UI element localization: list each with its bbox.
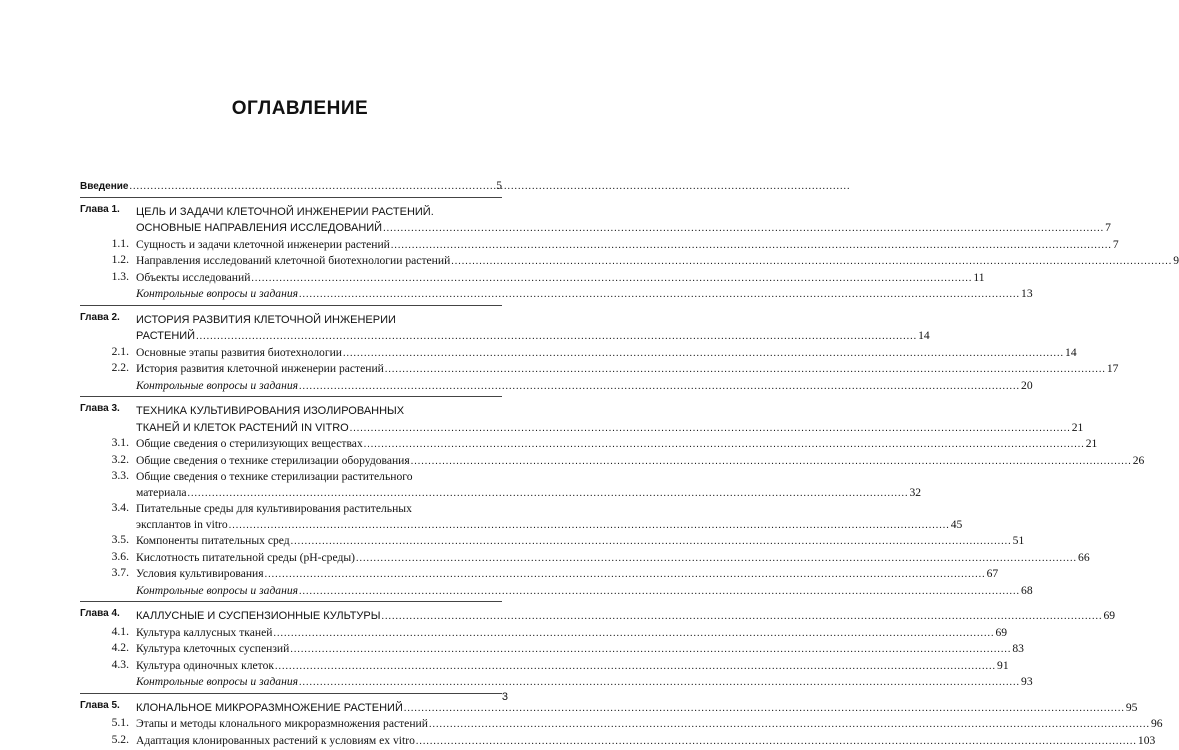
toc-section[interactable] — [80, 566, 999, 583]
section-body — [136, 716, 1163, 733]
toc-page-number: 95 — [1125, 700, 1138, 714]
toc-page-number: 103 — [1137, 733, 1156, 747]
section-title-line-text: Питательные среды для культивирования растительных — [136, 502, 412, 515]
leader-dots — [451, 254, 1172, 270]
chapter-heading[interactable] — [80, 699, 1138, 717]
toc-section[interactable] — [80, 501, 963, 533]
section-title-line-text: Объекты исследований — [136, 270, 251, 284]
toc-page-number: 93 — [1021, 675, 1033, 688]
chapter-title-line-text: ЦЕЛЬ И ЗАДАЧИ КЛЕТОЧНОЙ ИНЖЕНЕРИИ РАСТЕНИЙ. — [136, 205, 434, 218]
chapter-divider — [80, 396, 502, 397]
toc-page-number: 67 — [986, 567, 999, 580]
chapter-block — [80, 599, 1116, 691]
leader-dots — [391, 238, 1112, 254]
leader-dots — [299, 584, 1020, 600]
section-body — [136, 566, 998, 583]
chapter-title — [136, 608, 1115, 625]
section-number: 4.1. — [111, 624, 129, 638]
section-body — [136, 361, 1118, 378]
section-title-line-text: Общие сведения о технике стерилизации растительного — [136, 470, 413, 483]
section-title-line-text: эксплантов in vitro — [136, 517, 228, 531]
questions-body — [136, 378, 1033, 395]
chapter-title-line[interactable] — [136, 420, 1083, 437]
chapter-title-line-text: КАЛЛУСНЫЕ И СУСПЕНЗИОННЫЕ КУЛЬТУРЫ — [136, 610, 381, 622]
section-title-line — [136, 501, 962, 517]
section-number: 3.5. — [111, 533, 129, 546]
toc-page-number: 14 — [918, 329, 930, 342]
section-title-line-text: Сущность и задачи клеточной инженерии растений — [136, 237, 390, 251]
toc-page-number: 11 — [973, 270, 985, 284]
toc-page-number: 83 — [1012, 642, 1024, 655]
toc-section[interactable] — [80, 732, 1156, 750]
section-title-line[interactable] — [136, 550, 1090, 567]
section-title-line-text: Общие сведения о технике стерилизации оборудования — [136, 453, 410, 467]
toc-chapter — [80, 403, 1145, 599]
section-number: 3.3. — [111, 469, 129, 482]
section-title-line-text: Культура каллусных тканей — [136, 625, 273, 639]
leader-dots — [416, 734, 1137, 750]
leader-dots — [382, 609, 1103, 625]
section-number: 5.2. — [111, 732, 129, 746]
leader-dots — [385, 362, 1106, 378]
leader-dots — [350, 421, 1071, 437]
chapter-label: Глава 2. — [80, 311, 120, 323]
section-title-line[interactable] — [136, 517, 962, 534]
questions-line-text: Контрольные вопросы и задания — [136, 675, 299, 688]
chapter-heading[interactable] — [80, 311, 930, 345]
section-body — [136, 658, 1009, 675]
section-number: 4.2. — [111, 641, 129, 654]
toc-section[interactable] — [80, 452, 1145, 470]
section-title-line-text: материала — [136, 485, 187, 499]
leader-dots — [299, 287, 1020, 303]
leader-dots — [299, 675, 1020, 691]
toc-chapter — [80, 203, 1179, 303]
chapter-block — [80, 691, 1163, 750]
section-number: 2.2. — [111, 361, 129, 374]
toc-section[interactable] — [80, 344, 1077, 362]
page-number: 3 — [501, 691, 508, 703]
chapter-divider — [80, 305, 502, 306]
toc-page-number: 7 — [1112, 237, 1119, 251]
toc-page-number: 51 — [1012, 534, 1025, 547]
toc-questions[interactable] — [80, 674, 1033, 691]
chapter-title-line-text: ТКАНЕЙ И КЛЕТОК РАСТЕНИЙ IN VITRO — [136, 421, 349, 434]
leader-dots — [343, 346, 1064, 362]
leader-dots — [265, 567, 986, 583]
toc-page-number: 20 — [1021, 378, 1033, 392]
toc-page-number: 21 — [1085, 437, 1098, 450]
questions-line[interactable] — [136, 583, 1033, 600]
toc-questions[interactable] — [80, 583, 1033, 600]
chapter-title — [136, 700, 1137, 717]
toc-page-number: 68 — [1021, 583, 1033, 597]
toc-page-number: 96 — [1150, 717, 1163, 730]
section-number: 3.7. — [111, 566, 129, 579]
leader-dots — [251, 271, 972, 287]
section-title-line-text: Культура одиночных клеток — [136, 658, 275, 672]
chapter-title — [136, 204, 1111, 237]
toc-page-number: 14 — [1065, 345, 1077, 359]
section-body — [136, 345, 1077, 362]
toc-section[interactable] — [80, 269, 985, 287]
section-body — [136, 733, 1155, 750]
chapter-heading[interactable] — [80, 403, 1084, 436]
section-number-spacer — [80, 286, 136, 303]
chapter-block — [80, 303, 1119, 395]
section-body — [136, 550, 1090, 567]
toc-section[interactable] — [80, 657, 1009, 675]
toc-questions[interactable] — [80, 286, 1033, 303]
section-number: 1.1. — [111, 236, 129, 250]
section-number: 2.1. — [111, 344, 129, 358]
toc-page-number: 13 — [1021, 287, 1033, 300]
chapter-block — [80, 394, 1145, 599]
section-number: 1.3. — [111, 269, 129, 283]
toc-page-number: 26 — [1132, 453, 1145, 467]
toc-section[interactable] — [80, 624, 1008, 642]
questions-body — [136, 583, 1033, 600]
questions-line-text: Контрольные вопросы и задания — [136, 287, 299, 300]
section-title-line[interactable] — [136, 270, 985, 287]
toc-intro[interactable] — [80, 178, 502, 195]
chapter-title-line[interactable] — [136, 700, 1137, 717]
chapter-title-line-text: ИСТОРИЯ РАЗВИТИЯ КЛЕТОЧНОЙ ИНЖЕНЕРИИ — [136, 313, 396, 326]
section-title-line-text: Основные этапы развития биотехнологии — [136, 345, 343, 359]
chapter-divider — [80, 197, 502, 198]
leader-dots — [275, 659, 996, 675]
chapter-title-line-text: ОСНОВНЫЕ НАПРАВЛЕНИЯ ИССЛЕДОВАНИЙ — [136, 222, 383, 234]
leader-dots — [383, 221, 1104, 237]
section-body — [136, 436, 1097, 453]
chapter-title-line[interactable] — [136, 608, 1115, 625]
section-number-spacer — [80, 583, 136, 600]
section-title-line-text: Кислотность питательной среды (pH-среды) — [136, 550, 356, 564]
toc-chapter — [80, 608, 1116, 691]
section-number: 3.2. — [111, 452, 129, 466]
toc-page-number: 9 — [1173, 254, 1179, 267]
questions-line[interactable] — [136, 286, 1033, 303]
chapter-divider — [80, 601, 502, 602]
chapter-title-line — [136, 403, 1083, 420]
section-title-line[interactable] — [136, 453, 1144, 470]
section-body — [136, 641, 1024, 658]
section-number-spacer — [80, 378, 136, 395]
questions-body — [136, 286, 1033, 303]
section-title-line[interactable] — [136, 566, 998, 583]
leader-dots — [411, 454, 1132, 470]
chapter-list — [80, 195, 1179, 750]
toc-section[interactable] — [80, 641, 1024, 658]
chapter-title-line — [136, 312, 930, 329]
toc-chapter — [80, 311, 1119, 395]
questions-line-text: Контрольные вопросы и задания — [136, 583, 299, 597]
leader-dots — [299, 379, 1020, 395]
toc-page-number: 21 — [1071, 420, 1084, 434]
toc-page-number: 69 — [1103, 609, 1116, 622]
chapter-title-line — [136, 204, 1111, 221]
section-title-line[interactable] — [136, 533, 1024, 550]
chapter-label: Глава 1. — [80, 203, 120, 215]
toc-section[interactable] — [80, 716, 1163, 733]
section-title-line-text: Направления исследований клеточной биотехнологии растений — [136, 254, 451, 267]
toc-page-number: 66 — [1078, 550, 1090, 564]
chapter-title — [136, 312, 930, 345]
section-number-spacer — [80, 674, 136, 691]
toc-section[interactable] — [80, 549, 1090, 567]
section-title-line[interactable] — [136, 361, 1118, 378]
chapter-heading[interactable] — [80, 203, 1111, 237]
section-title-line-text: Компоненты питательных сред — [136, 534, 290, 547]
section-title-line-text: Культура клеточных суспензий — [136, 642, 290, 655]
toc-page-number: 7 — [1105, 221, 1111, 234]
section-title-line[interactable] — [136, 485, 921, 502]
chapter-divider — [80, 693, 502, 694]
chapter-label: Глава 5. — [80, 699, 120, 711]
toc-page-number: 5 — [496, 179, 502, 192]
leader-dots — [273, 626, 994, 642]
toc-page-number: 91 — [997, 658, 1009, 672]
section-title-line[interactable] — [136, 733, 1155, 750]
section-title-line[interactable] — [136, 658, 1009, 675]
leader-dots — [188, 486, 909, 502]
leader-dots — [290, 642, 1011, 658]
section-title-line-text: Этапы и методы клонального микроразмножения растений — [136, 717, 428, 730]
section-title-line-text: Адаптация клонированных растений к условиям ex vitro — [136, 733, 415, 747]
section-title-line[interactable] — [136, 716, 1163, 733]
toc-page-number: 45 — [950, 517, 963, 531]
section-title-line[interactable] — [136, 253, 1179, 270]
section-body — [136, 253, 1179, 270]
section-title-line[interactable] — [136, 641, 1024, 658]
section-number: 1.2. — [111, 253, 129, 266]
leader-dots — [364, 437, 1085, 453]
leader-dots — [129, 179, 495, 195]
chapter-label: Глава 3. — [80, 403, 120, 414]
chapter-title-line-text: ТЕХНИКА КУЛЬТИВИРОВАНИЯ ИЗОЛИРОВАННЫХ — [136, 405, 405, 417]
section-body — [136, 533, 1024, 550]
chapter-title — [136, 403, 1083, 436]
toc-section[interactable] — [80, 469, 922, 501]
section-body — [136, 270, 985, 287]
leader-dots — [291, 534, 1012, 550]
section-title-line — [136, 469, 921, 485]
chapter-title-line-text: КЛОНАЛЬНОЕ МИКРОРАЗМНОЖЕНИЕ РАСТЕНИЙ — [136, 701, 403, 714]
section-title-line-text: История развития клеточной инженерии растений — [136, 362, 384, 375]
toc-questions[interactable] — [80, 378, 1033, 395]
toc-section[interactable] — [80, 533, 1025, 550]
toc-page-number: 17 — [1106, 362, 1119, 375]
toc-chapter — [80, 699, 1163, 750]
toc-section[interactable] — [80, 436, 1098, 453]
questions-body — [136, 674, 1033, 691]
chapter-title-line[interactable] — [136, 328, 930, 345]
chapter-label: Глава 4. — [80, 608, 120, 619]
toc-section[interactable] — [80, 236, 1119, 254]
leader-dots — [196, 329, 917, 345]
chapter-block — [80, 195, 1179, 303]
section-number: 3.6. — [111, 549, 129, 563]
section-title-line-text: Общие сведения о стерилизующих веществах — [136, 437, 363, 450]
section-title-line[interactable] — [136, 436, 1097, 453]
questions-line-text: Контрольные вопросы и задания — [136, 378, 299, 392]
section-body — [136, 501, 962, 533]
toc-page-number: 69 — [995, 625, 1008, 639]
section-title-line-text: Условия культивирования — [136, 567, 264, 580]
leader-dots — [356, 551, 1077, 567]
section-number: 4.3. — [111, 657, 129, 671]
leader-dots — [404, 701, 1125, 717]
section-body — [136, 237, 1119, 254]
questions-line[interactable] — [136, 674, 1033, 691]
section-number: 5.1. — [111, 716, 129, 729]
toc-section[interactable] — [80, 253, 1179, 270]
section-number: 3.4. — [111, 501, 129, 514]
chapter-title-line-text: РАСТЕНИЙ — [136, 330, 196, 342]
table-of-contents — [80, 178, 1179, 749]
section-body — [136, 625, 1007, 642]
toc-page-number: 32 — [909, 485, 922, 499]
section-number: 3.1. — [111, 436, 129, 449]
chapter-heading[interactable] — [80, 608, 1116, 625]
section-title-line[interactable] — [136, 625, 1007, 642]
page-title: ОГЛАВЛЕНИЕ — [231, 98, 369, 119]
section-body — [136, 469, 921, 501]
leader-dots — [429, 717, 1150, 733]
section-title-line[interactable] — [136, 237, 1119, 254]
toc-intro-label: Введение — [80, 181, 129, 192]
section-body — [136, 453, 1144, 470]
leader-dots — [229, 518, 950, 534]
section-title-line[interactable] — [136, 345, 1077, 362]
toc-section[interactable] — [80, 361, 1119, 378]
chapter-title-line[interactable] — [136, 220, 1111, 237]
questions-line[interactable] — [136, 378, 1033, 395]
